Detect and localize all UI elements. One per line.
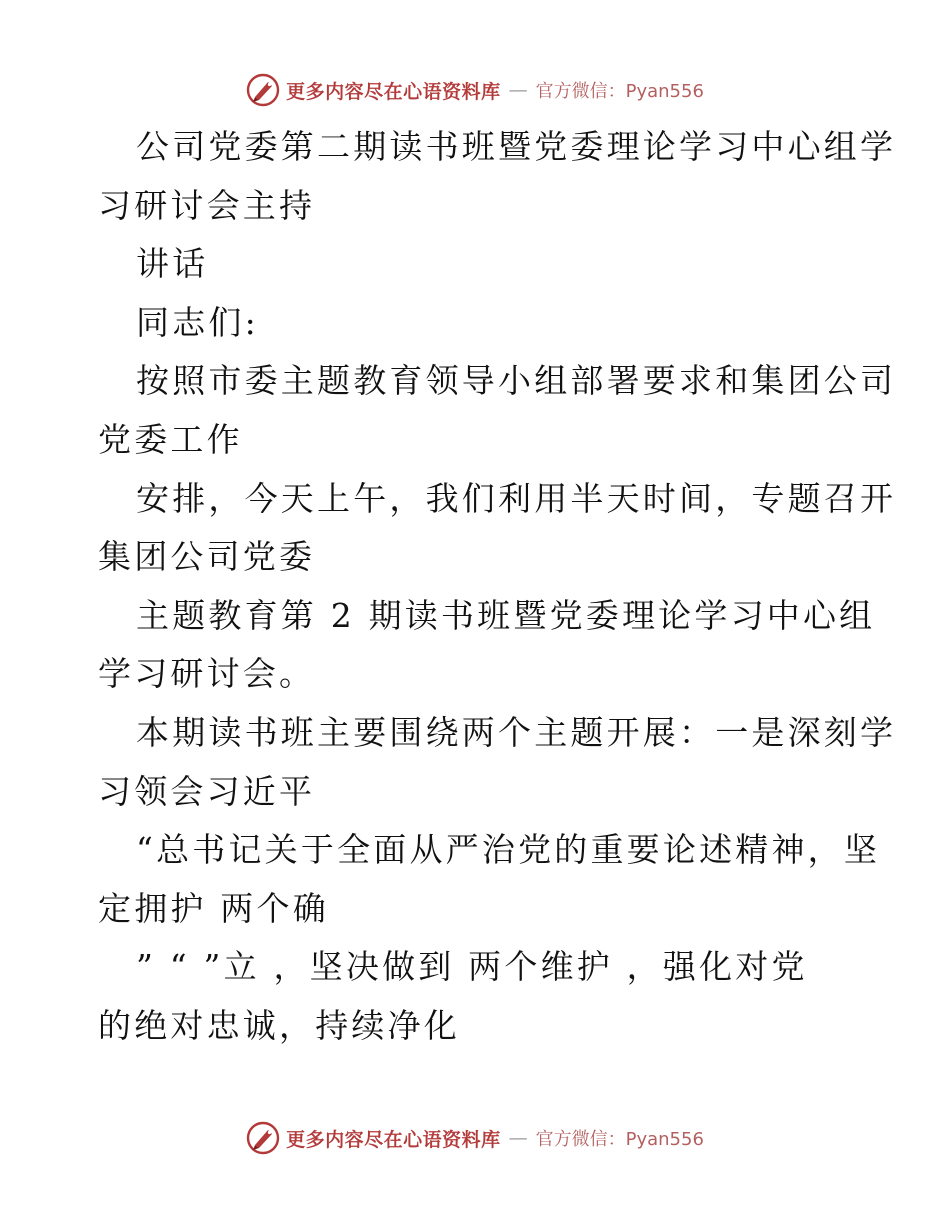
text-line: 习研讨会主持 [98,185,316,225]
text-line: 公司党委第二期读书班暨党委理论学习中心组学 [136,127,897,166]
text-line: 的绝对忠诚，持续净化 [98,1005,460,1045]
text-line: 安排，今天上午，我们利用半天时间，专题召开 [136,478,897,518]
text-line: 定拥护 两个确 [98,888,329,928]
watermark-contact: 官方微信：Pyan556 [535,1129,704,1150]
watermark-title: 更多内容尽在心语资料库 [286,1128,501,1151]
text-line: 学习研讨会。 [98,654,316,694]
pen-nib-logo-icon [246,73,280,107]
header-watermark [0,70,950,110]
text-line: “总书记关于全面从严治党的重要论述精神，坚 [136,830,881,870]
text-line: 讲话 [136,244,209,284]
text-line: ” “ ”立 ，坚决做到 两个维护 ，强化对党 [136,947,808,987]
text-line: 主题教育第 2 期读书班暨党委理论学习中心组 [136,595,876,635]
text-line: 按照市委主题教育领导小组部署要求和集团公司 [136,361,897,401]
watermark-title: 更多内容尽在心语资料库 [286,80,501,103]
text-line: 习领会习近平 [98,771,316,811]
watermark-separator: — [508,1127,528,1149]
document-body [98,118,897,1056]
watermark-contact: 官方微信：Pyan556 [535,81,704,102]
pen-nib-logo-icon [246,1121,280,1155]
text-line: 集团公司党委 [98,537,316,577]
watermark-separator: — [508,79,528,101]
footer-watermark [0,1118,950,1158]
text-line: 本期读书班主要围绕两个主题开展：一是深刻学 [136,712,897,752]
text-line: 同志们: [136,302,259,342]
text-line: 党委工作 [98,419,243,459]
